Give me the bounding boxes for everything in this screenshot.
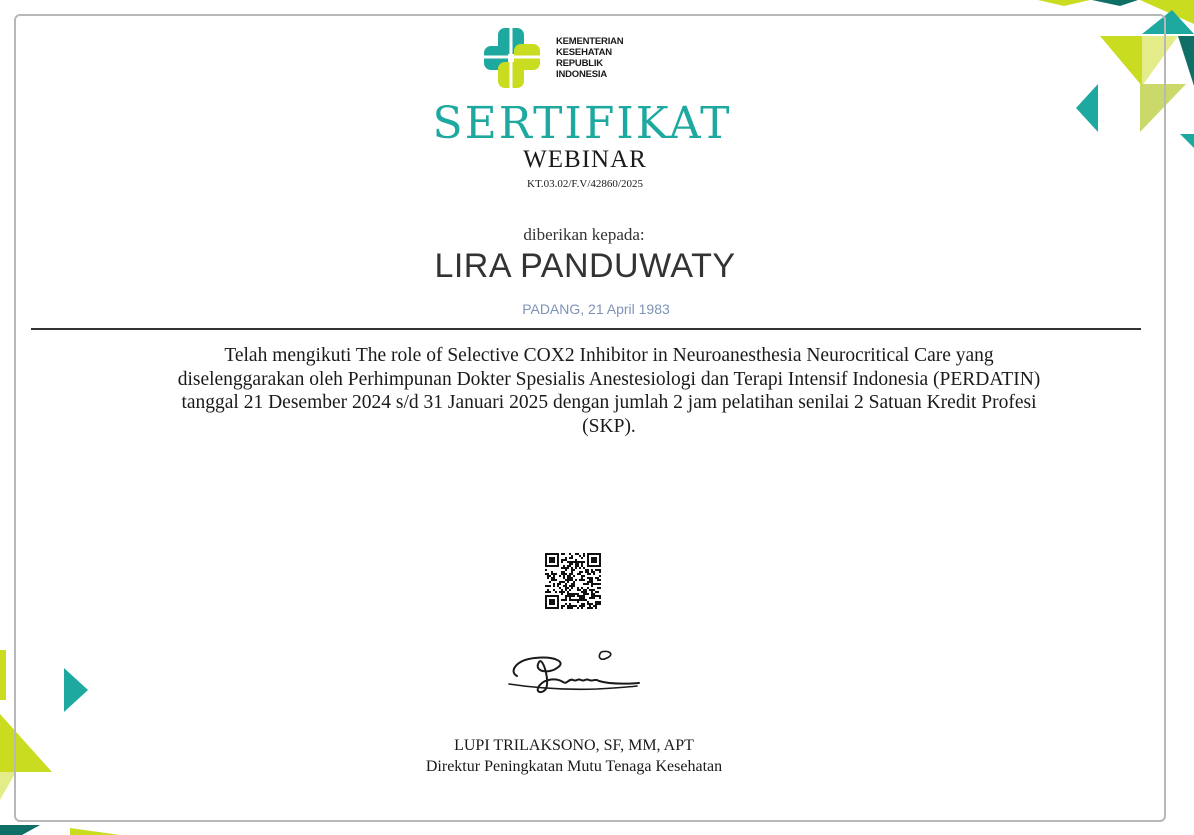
recipient-birth: PADANG, 21 April 1983 [522,301,670,317]
recipient-name: LIRA PANDUWATY [434,247,736,285]
description-line: (SKP). [582,415,636,437]
logo-line: INDONESIA [556,69,607,80]
description-line: diselenggarakan oleh Perhimpunan Dokter Spesialis Anestesiologi dan Terapi Intensif Indonesia (PERDATIN) [177,368,1041,390]
certificate-title: SERTIFIKAT [432,98,732,149]
given-to-label: diberikan kepada: [523,225,645,244]
logo-line: KESEHATAN [556,47,612,58]
description-line: Telah mengikuti The role of Selective COX2 Inhibitor in Neuroanesthesia Neurocritical Care yang [224,345,994,366]
certificate-description [70,344,1148,438]
logo-line: KEMENTERIAN [556,36,624,47]
logo-line: REPUBLIK [556,58,603,69]
certificate-number: KT.03.02/F.V/42860/2025 [527,178,643,190]
signature-icon [505,648,645,698]
signer-name: LUPI TRILAKSONO, SF, MM, APT [454,737,694,754]
signer-title: Direktur Peningkatan Mutu Tenaga Kesehatan [425,758,723,775]
divider [31,328,1141,330]
logo-text [556,36,623,80]
description-line: tanggal 21 Desember 2024 s/d 31 Januari 2025 dengan jumlah 2 jam pelatihan senilai 2 Satuan Kredit Profesi [181,392,1037,413]
certificate-subtitle: WEBINAR [523,146,647,173]
qr-code-icon [545,553,601,609]
